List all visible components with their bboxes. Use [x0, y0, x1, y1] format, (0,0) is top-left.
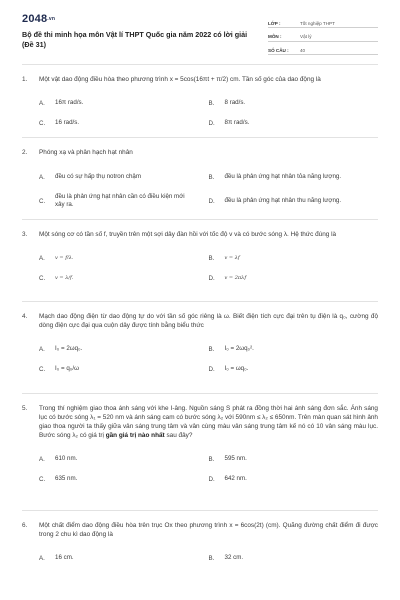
option-row	[39, 93, 378, 113]
logo-tld: .vn	[47, 16, 56, 22]
question-text-part: Trong thí nghiệm giao thoa ánh sáng với khe I-âng. Nguồn sáng S phát ra đồng thời hai ánh sáng đơn sắc. Ánh sáng lục có bước sóng λ₁ = 520 nm và ánh sáng cam có bước sóng λ₂ với 590nm ≤ λ₂ ≤ 650nm. Trên màn quan sát hình ảnh giao thoa người ta thấy giữa vân sáng trung tâm và vân cùng màu vân sáng trung tâm kế nó có 10 vân sáng màu lục. Bước sóng λ₂ có giá trị	[39, 405, 378, 439]
meta-value: Tốt nghiệp THPT	[300, 20, 335, 26]
answer-options	[39, 93, 378, 133]
question-text: Phóng xạ và phân hạch hạt nhân	[39, 149, 133, 156]
option-letter: A.	[39, 99, 45, 107]
option-d[interactable]	[209, 197, 379, 205]
question-number: 1.	[22, 76, 28, 83]
option-text: đều là phản ứng hạt nhân thu năng lượng.	[224, 197, 342, 204]
option-d[interactable]	[209, 365, 379, 373]
option-row	[39, 166, 378, 188]
option-b[interactable]	[209, 554, 379, 562]
exam-meta	[268, 13, 378, 64]
option-letter: D.	[208, 365, 215, 373]
option-letter: C.	[39, 274, 46, 282]
meta-value: 40	[300, 47, 306, 53]
option-d[interactable]	[209, 119, 379, 127]
question-5	[22, 393, 378, 510]
option-text: I₀ = 2ωq₀.	[55, 345, 83, 352]
question-text: Mạch dao động điện từ dao động tự do với tần số góc riêng là ω. Biết điện tích cực đại trên tụ điện là q₀, cường độ dòng điện cực đại qua cuộn dây được tính bằng biểu thức	[39, 313, 378, 329]
option-letter: A.	[39, 254, 45, 262]
question-number: 2.	[22, 149, 28, 156]
option-text: 595 nm.	[224, 455, 247, 462]
option-row	[39, 449, 378, 469]
option-c[interactable]	[39, 475, 209, 483]
option-c[interactable]	[39, 193, 209, 209]
option-row	[39, 113, 378, 133]
question-number: 6.	[22, 522, 28, 529]
option-text: I₀ = ωq₀.	[224, 365, 249, 372]
option-d[interactable]	[209, 475, 379, 483]
option-b[interactable]	[209, 254, 379, 262]
option-text: 635 nm.	[55, 475, 78, 482]
option-letter: B.	[208, 455, 215, 463]
option-text: I₀ = q₀/ω	[55, 365, 79, 372]
option-text: 32 cm.	[224, 554, 244, 561]
site-logo[interactable]	[22, 13, 260, 25]
question-number: 5.	[22, 405, 28, 412]
option-row	[39, 248, 378, 268]
answer-options	[39, 248, 378, 288]
option-letter: B.	[208, 254, 215, 262]
option-letter: A.	[39, 173, 45, 181]
option-text: 642 nm.	[224, 475, 247, 482]
option-row	[39, 339, 378, 359]
question-text: Một chất điểm dao động điều hòa trên trục Ox theo phương trình x = 6cos(2t) (cm). Quãng đường chất điểm đi được trong 2 chu kì dao động là	[39, 522, 378, 538]
meta-row-class	[268, 16, 378, 28]
exam-title: Bộ đề thi minh họa môn Vật lí THPT Quốc gia năm 2022 có lời giải (Đề 31)	[22, 30, 248, 49]
option-a[interactable]	[39, 254, 209, 262]
answer-options	[39, 166, 378, 214]
option-text: 8π rad/s.	[224, 119, 250, 126]
option-letter: D.	[208, 197, 215, 205]
option-a[interactable]	[39, 554, 209, 562]
question-text: Một vật dao động điều hòa theo phương trình x = 5cos(16πt + π/2) cm. Tần số góc của dao động là	[39, 76, 321, 83]
option-formula: v = f/λ.	[55, 255, 74, 261]
option-text: 16 rad/s.	[55, 119, 80, 126]
meta-row-subject	[268, 30, 378, 42]
option-letter: D.	[208, 119, 215, 127]
option-letter: B.	[208, 99, 215, 107]
option-b[interactable]	[209, 99, 379, 107]
meta-label: SỐ CÂU :	[268, 47, 289, 53]
answer-options	[39, 339, 378, 379]
option-letter: B.	[208, 554, 215, 562]
option-d[interactable]	[209, 274, 379, 282]
option-row	[39, 469, 378, 489]
option-a[interactable]	[39, 99, 209, 107]
option-row	[39, 268, 378, 288]
option-letter: D.	[208, 475, 215, 483]
option-formula: v = 2πλf	[224, 275, 247, 281]
option-letter: C.	[39, 365, 46, 373]
option-a[interactable]	[39, 455, 209, 463]
option-text: I₀ = 2ωq₀².	[224, 345, 254, 352]
answer-options	[39, 449, 378, 489]
option-text: 610 nm.	[55, 455, 78, 462]
meta-label: LỚP :	[268, 20, 281, 26]
meta-value: Vật lý	[300, 34, 312, 39]
option-a[interactable]	[39, 173, 209, 181]
question-emphasis: gần giá trị nào nhất	[105, 432, 165, 439]
option-formula: v = λ/f.	[55, 275, 74, 281]
question-4	[22, 301, 378, 393]
option-letter: B.	[208, 173, 215, 181]
option-letter: C.	[39, 119, 46, 127]
page-header	[22, 0, 378, 64]
option-formula: v = λf	[224, 255, 240, 261]
question-text	[39, 404, 378, 440]
option-text: 8 rad/s.	[224, 99, 246, 106]
option-row	[39, 548, 378, 568]
option-row	[39, 188, 378, 214]
question-1	[22, 64, 378, 137]
option-text: đều là phản ứng hạt nhân cần có điều kiện mới xảy ra.	[55, 193, 185, 208]
option-letter: D.	[208, 274, 215, 282]
meta-label: MÔN :	[268, 34, 282, 39]
question-text-part: sau đây?	[164, 432, 193, 439]
option-text: đều có sự hấp thụ notron chậm	[55, 173, 142, 180]
header-left	[22, 13, 260, 64]
question-3	[22, 219, 378, 301]
option-b[interactable]	[209, 455, 379, 463]
option-b[interactable]	[209, 345, 379, 353]
question-text: Một sóng cơ có tần số f, truyền trên một sợi dây đàn hồi với tốc độ v và có bước sóng λ. Hệ thức đúng là	[39, 231, 337, 238]
option-c[interactable]	[39, 119, 209, 127]
option-letter: B.	[208, 345, 215, 353]
option-letter: C.	[39, 197, 46, 205]
question-number: 4.	[22, 313, 28, 320]
option-text: đều là phản ứng hạt nhân tỏa năng lượng.	[224, 173, 342, 180]
option-letter: A.	[39, 455, 45, 463]
question-2	[22, 137, 378, 219]
option-row	[39, 359, 378, 379]
option-letter: A.	[39, 554, 45, 562]
option-b[interactable]	[209, 173, 379, 181]
question-number: 3.	[22, 231, 28, 238]
option-c[interactable]	[39, 365, 209, 373]
answer-options	[39, 548, 378, 568]
option-letter: C.	[39, 475, 46, 483]
option-letter: A.	[39, 345, 45, 353]
question-6	[22, 510, 378, 590]
option-a[interactable]	[39, 345, 209, 353]
option-text: 16π rad/s.	[55, 99, 84, 106]
option-text: 16 cm.	[55, 554, 74, 561]
option-c[interactable]	[39, 274, 209, 282]
logo-main: 2048	[22, 13, 48, 25]
meta-row-count	[268, 43, 378, 55]
